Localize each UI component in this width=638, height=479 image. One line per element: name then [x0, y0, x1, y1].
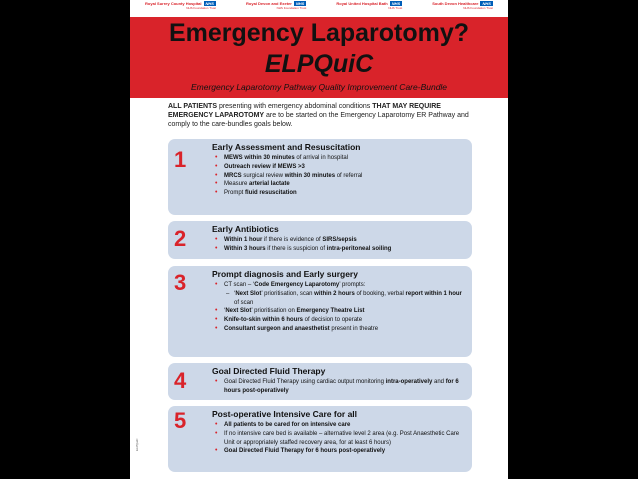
- list-item: • Consultant surgeon and anaesthetist present in theatre: [212, 325, 466, 334]
- step-box-1: [168, 139, 472, 215]
- step-box-5: [168, 406, 472, 472]
- step-number: 4: [174, 368, 187, 393]
- logo-sub: NHS Foundation Trust: [186, 6, 216, 10]
- step-box-2: [168, 221, 472, 259]
- intro-text-2: presenting with emergency abdominal conditions: [217, 103, 373, 110]
- list-item: • Measure arterial lactate: [212, 180, 466, 189]
- nhs-badge: NHS: [295, 1, 305, 6]
- step-title: Goal Directed Fluid Therapy: [212, 366, 326, 376]
- step-title: Early Antibiotics: [212, 224, 279, 234]
- list-item: • If no intensive care bed is available – alternative level 2 area (e.g. Post Anaesthetic Care Unit or appropriately staffed recovery area, for at least 6 hours): [212, 430, 466, 448]
- step-number: 5: [174, 408, 187, 433]
- sub-item: – ‘Next Slot’ prioritisation, scan within 2 hours of booking, verbal report within 1 hour of scan: [212, 290, 466, 308]
- step-box-4: [168, 363, 472, 400]
- list-item: • Outreach review if MEWS >3: [212, 163, 466, 172]
- list-item: • Prompt fluid resuscitation: [212, 189, 466, 198]
- logo-royal-united: [336, 1, 402, 10]
- list-item: • Within 3 hours if there is suspicion of intra-peritoneal soiling: [212, 245, 466, 254]
- logo-royal-surrey: [145, 1, 216, 10]
- step-number: 2: [174, 226, 187, 251]
- poster: [130, 0, 508, 479]
- step-title: Early Assessment and Resuscitation: [212, 142, 361, 152]
- subtitle: Emergency Laparotomy Pathway Quality Improvement Care-Bundle: [190, 82, 448, 92]
- list-item: • MEWS within 30 minutes of arrival in hospital: [212, 154, 466, 163]
- list-item: • Within 1 hour if there is evidence of SIRS/sepsis: [212, 236, 466, 245]
- step-title: Post-operative Intensive Care for all: [212, 409, 358, 419]
- page-title: Emergency Laparotomy?: [168, 19, 470, 47]
- step-box-3: [168, 266, 472, 357]
- list-item: • All patients to be cared for on intensive care: [212, 421, 466, 430]
- nhs-badge: NHS: [391, 1, 401, 6]
- acronym-title: ELPQuiC: [264, 50, 374, 78]
- logo-name: Royal Surrey County Hospital: [145, 1, 202, 6]
- list-item: • Goal Directed Fluid Therapy using cardiac output monitoring intra-operatively and for 6 hours post-operatively: [212, 378, 466, 396]
- intro-bold-1: ALL PATIENTS: [168, 103, 217, 110]
- logo-name: Royal United Hospital Bath: [336, 1, 388, 6]
- intro-text-4: are to be started on the Emergency Laparotomy ER Pathway and comply to the care-bundles goals below.: [168, 112, 469, 128]
- list-item: • ‘Next Slot’ prioritisation on Emergency Theatre List: [212, 307, 466, 316]
- logo-sub: NHS Trust: [388, 6, 403, 10]
- logo-name: Royal Devon and Exeter: [246, 1, 292, 6]
- footer-code: ELPQuiC: [135, 438, 139, 451]
- logo-sub: NHS Foundation Trust: [276, 6, 307, 10]
- list-item: • CT scan – ‘Code Emergency Laparotomy’ prompts:: [212, 281, 466, 290]
- list-item: • MRCS surgical review within 30 minutes of referral: [212, 172, 466, 181]
- intro-bold-3: THAT MAY REQUIRE EMERGENCY LAPAROTOMY: [168, 103, 441, 119]
- logo-sub: NHS Foundation Trust: [463, 6, 493, 10]
- nhs-badge: NHS: [482, 1, 491, 6]
- logo-south-devon: [432, 1, 493, 10]
- header-banner: [130, 0, 508, 98]
- logo-strip: [130, 0, 508, 17]
- logo-royal-devon: [246, 1, 306, 10]
- step-number: 3: [174, 270, 187, 295]
- intro-text: [168, 102, 480, 129]
- step-number: 1: [174, 147, 187, 172]
- list-item: • Goal Directed Fluid Therapy for 6 hours post-operatively: [212, 447, 466, 456]
- nhs-badge: NHS: [205, 1, 214, 6]
- list-item: • Knife-to-skin within 6 hours of decision to operate: [212, 316, 466, 325]
- logo-name: South Devon Healthcare: [432, 1, 479, 6]
- step-title: Prompt diagnosis and Early surgery: [212, 269, 358, 279]
